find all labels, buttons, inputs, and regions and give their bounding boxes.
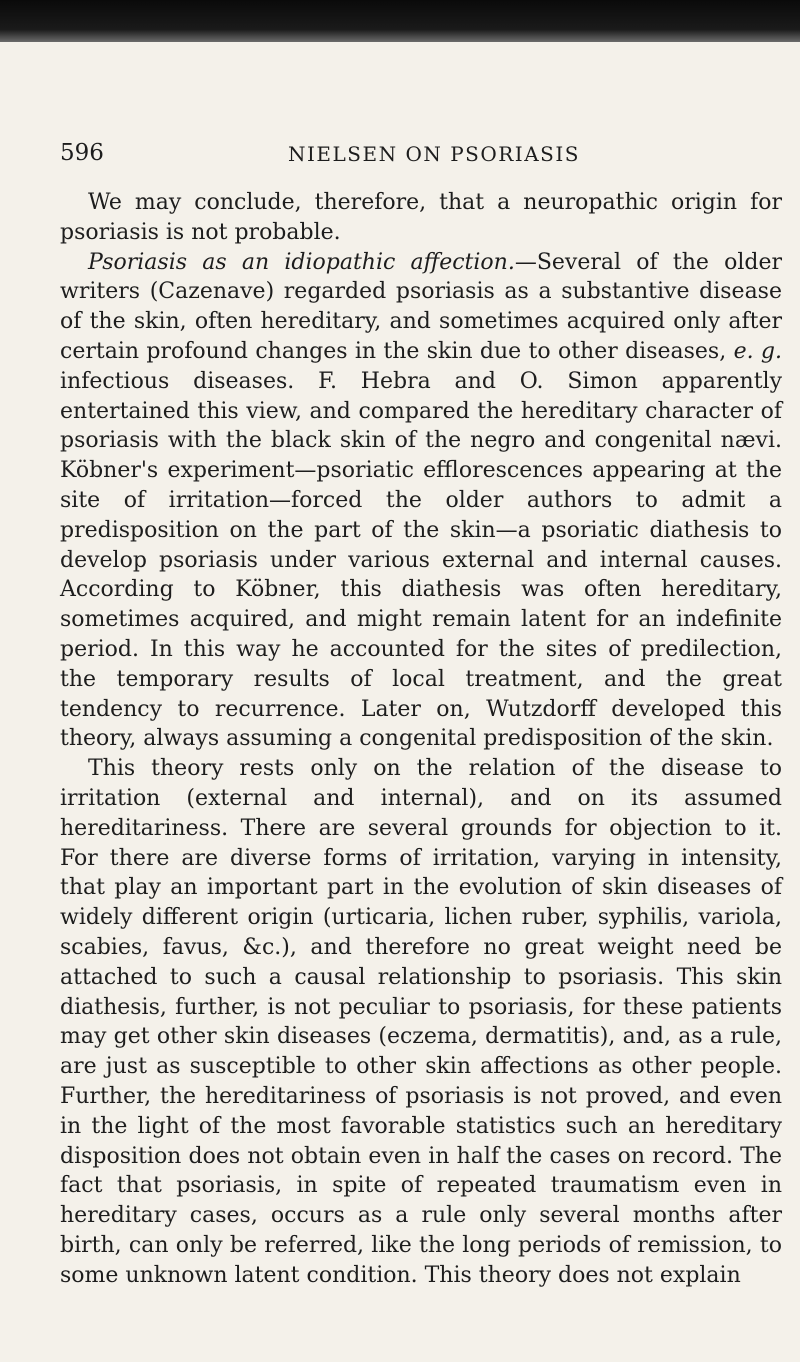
paragraph-theory-objection: This theory rests only on the relation of the disease to irritation (external and internal), and on its assumed hereditariness. There are several grounds for objection to it. For there are diverse forms of irritation, varying in intensity, that play an important part in the evolution of skin diseases of widely different origin (urticaria, lichen ruber, syphilis, variola, scabies, favus, &c.), and therefore no great weight need be attached to such a causal relationship to psoriasis. This skin diathesis, further, is not peculiar to psoriasis, for these patients may get other skin diseases (eczema, dermatitis), and, as a rule, are just as susceptible to other skin affections as other people. Further, the hereditariness of psoriasis is not proved, and even in the light of the most favorable statistics such an hereditary disposition does not obtain even in half the cases on record. The fact that psoriasis, in spite of repeated traumatism even in hereditary cases, occurs as a rule only several months after birth, can only be referred, like the long periods of remission, to some unknown latent condition. This theory does not explain <box>60 756 782 1288</box>
abbreviation-eg: e. g. <box>733 338 782 364</box>
paragraph-conclusion: We may conclude, therefore, that a neuropathic origin for psoriasis is not probable. <box>60 190 782 245</box>
book-page <box>60 140 782 1290</box>
page-top-shadow <box>0 0 800 42</box>
section-heading-idiopathic: Psoriasis as an idiopathic affection. <box>88 249 515 275</box>
running-head: NIELSEN ON PSORIASIS <box>288 142 580 166</box>
page-number: 596 <box>60 140 104 166</box>
page-header <box>60 140 782 176</box>
paragraph-idiopathic-text: —Several of the older writers (Cazenave) regarded psoriasis as a substantive disease of the skin, often hereditary, and sometimes acquired only after certain profound changes in the skin due to other diseases, <box>60 249 782 364</box>
paragraph-idiopathic-text-continued: infectious diseases. F. Hebra and O. Simon apparently entertained this view, and compared the hereditary character of psoriasis with the black skin of the negro and congenital nævi. Köbner's experiment—psoriatic efflorescences appearing at the site of irritation—forced the older authors to admit a predisposition on the part of the skin—a psoriatic diathesis to develop psoriasis under various external and internal causes. According to Köbner, this diathesis was often hereditary, sometimes acquired, and might remain latent for an indefinite period. In this way he accounted for the sites of predilection, the temporary results of local treatment, and the great tendency to recurrence. Later on, Wutzdorff developed this theory, always assuming a congenital predisposition of the skin. <box>60 368 782 752</box>
paragraph-idiopathic <box>60 248 782 755</box>
